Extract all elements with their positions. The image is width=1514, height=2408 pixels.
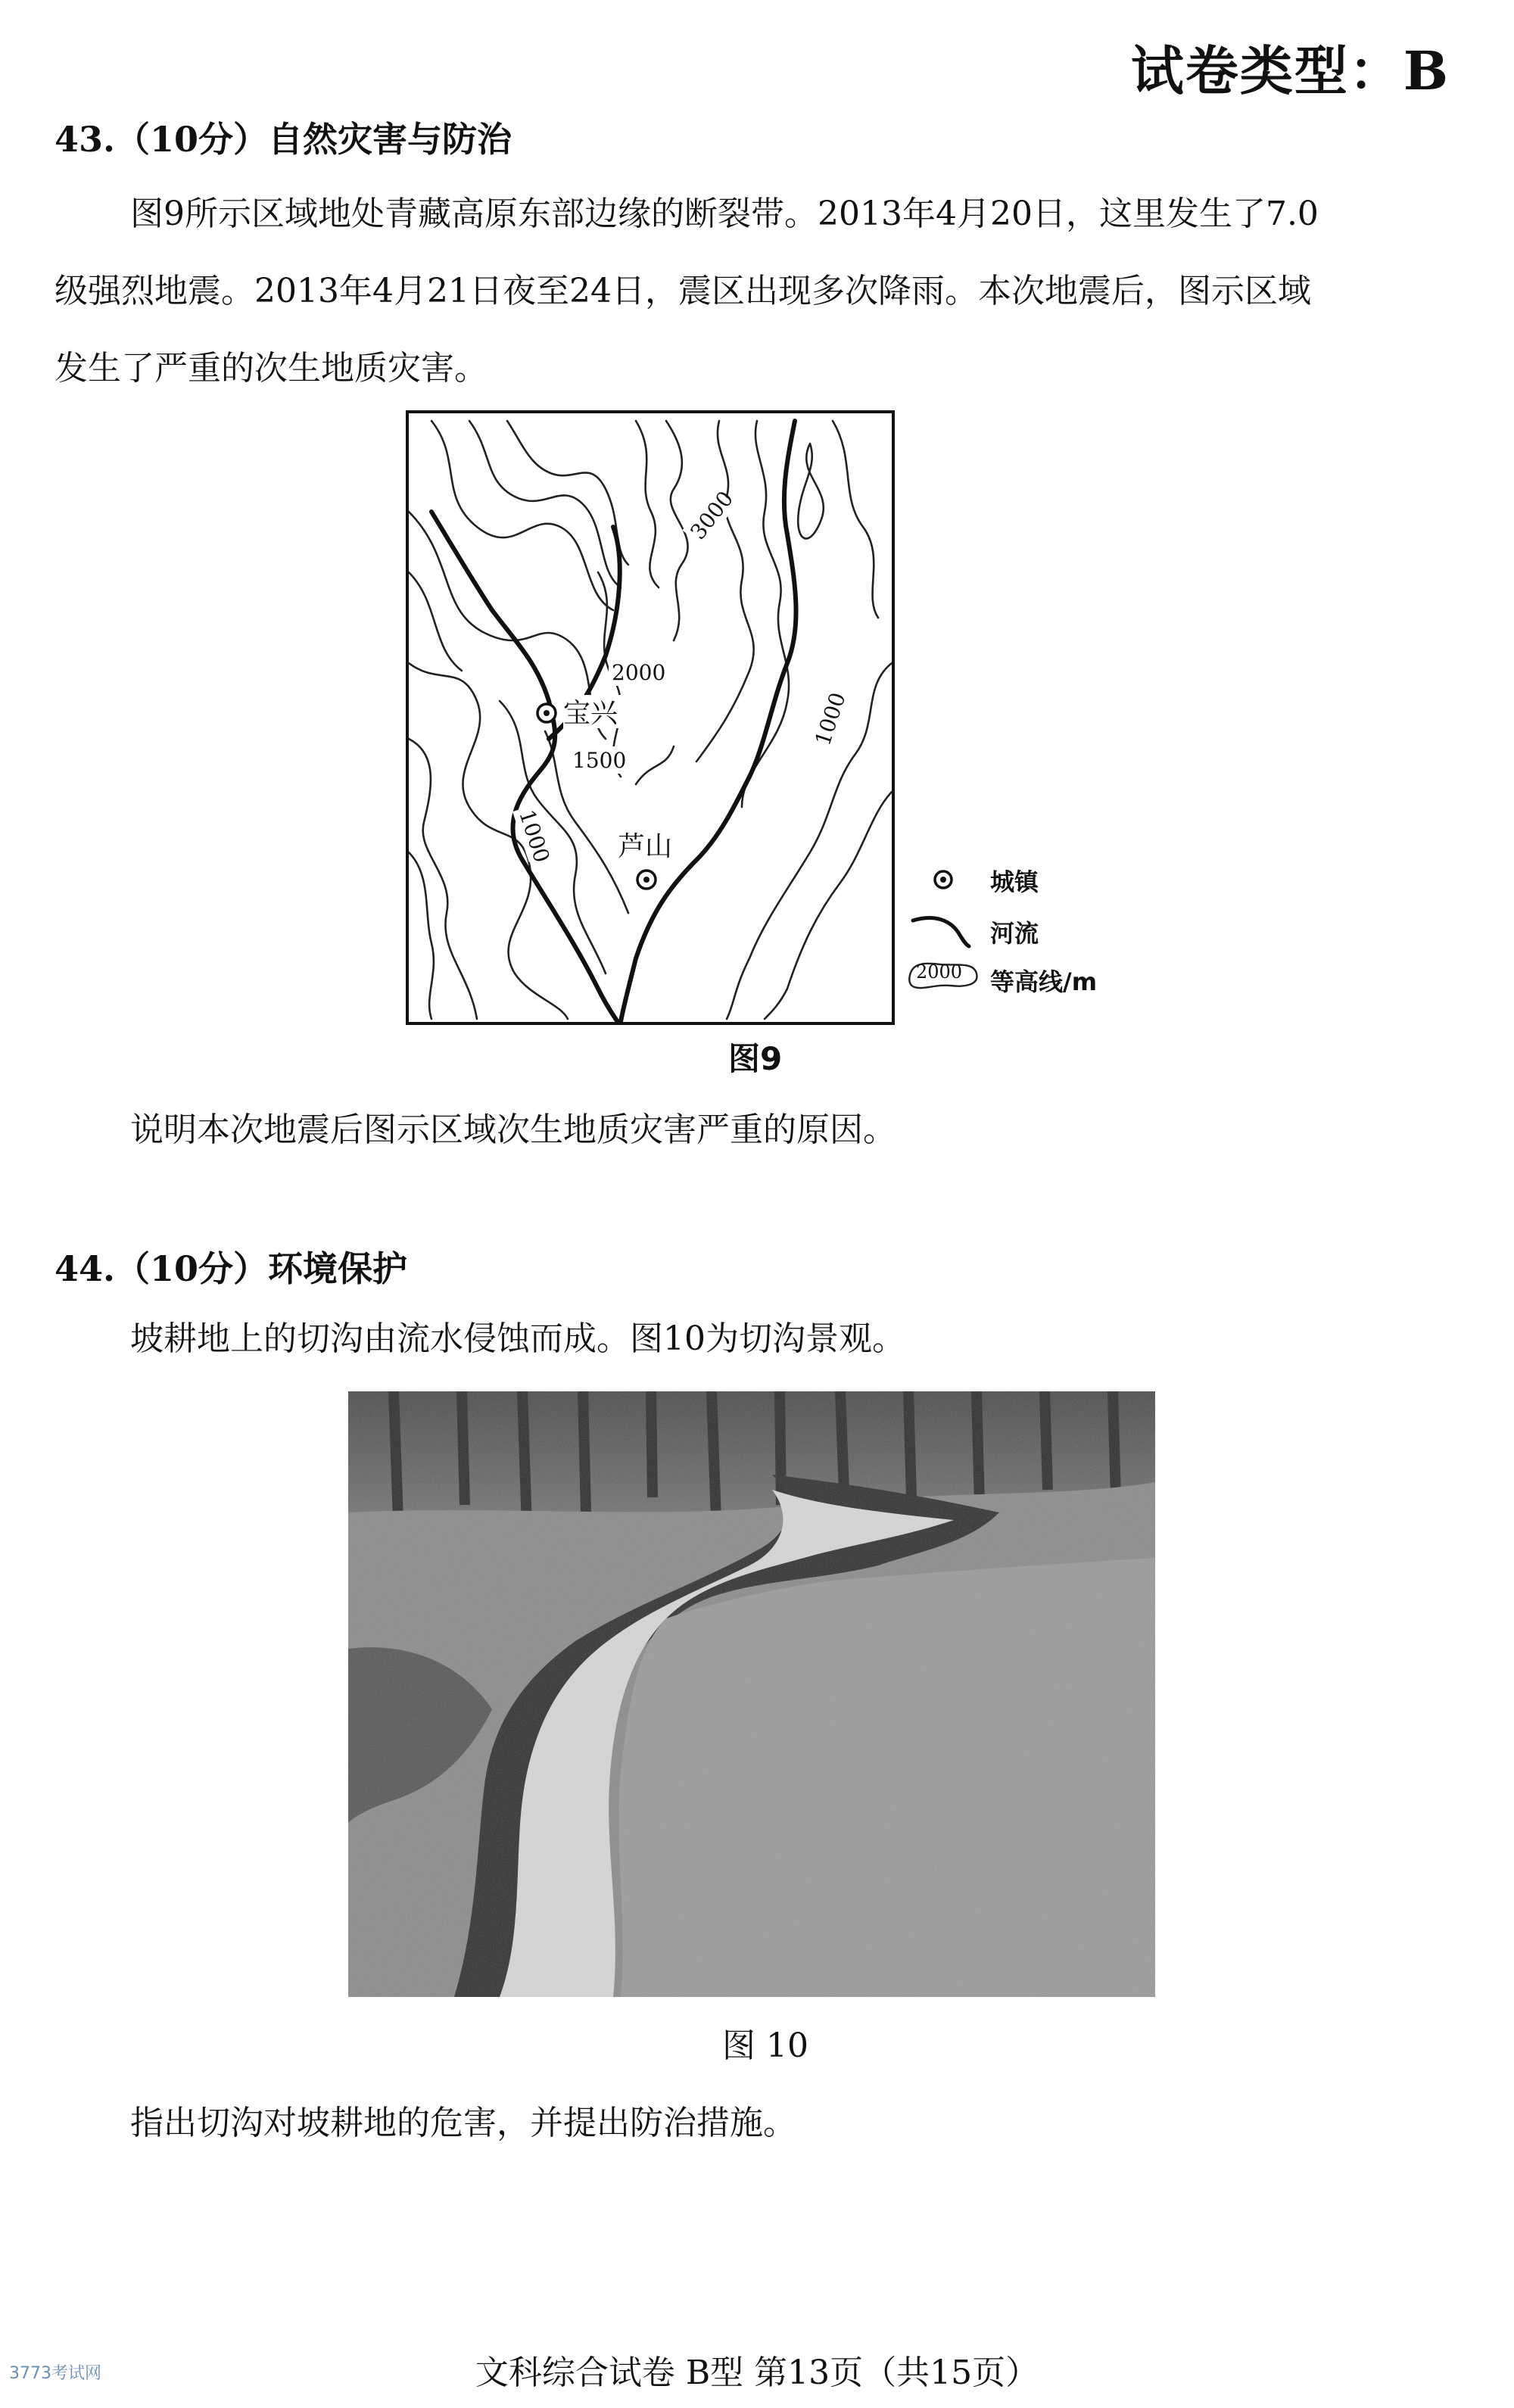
town-lushan-label: 芦山: [618, 831, 673, 862]
contour-line: [742, 421, 789, 807]
legend-river-label: 河流: [990, 919, 1039, 948]
contour-line: [431, 421, 613, 610]
figure-10-caption: 图 10: [722, 2026, 808, 2065]
legend-contour-label: 等高线/m: [990, 967, 1098, 996]
contour-line: [469, 421, 621, 587]
question-44-intro: 坡耕地上的切沟由流水侵蚀而成。图10为切沟景观。: [130, 1319, 905, 1358]
contour-line: [765, 792, 892, 1019]
question-43-intro-line-1: 图9所示区域地处青藏高原东部边缘的断裂带。2013年4月20日，这里发生了7.0: [130, 195, 1319, 233]
question-44-title: 44.（10分）环境保护: [55, 1248, 408, 1289]
watermark-logo: 3773考试网: [9, 2364, 101, 2383]
contour-line: [696, 421, 754, 762]
page-footer: 文科综合试卷 B型 第13页（共15页）: [475, 2353, 1039, 2392]
legend-contour-sample: 2000: [916, 961, 963, 983]
gully-photo-svg: [348, 1391, 1155, 1997]
contour-label-2000: 2000: [612, 660, 666, 685]
town-lushan-marker: [637, 871, 656, 889]
question-43-title: 43.（10分）自然灾害与防治: [55, 119, 512, 160]
figure-9-map: [406, 410, 895, 1025]
legend-contour-icon: [905, 952, 981, 998]
question-43-prompt: 说明本次地震后图示区域次生地质灾害严重的原因。: [130, 1111, 896, 1149]
contour-label-3000: 3000: [685, 486, 739, 544]
contour-line: [409, 739, 477, 1019]
contour-line: [507, 421, 628, 565]
legend-river-icon: [910, 907, 975, 949]
legend-town-icon: [928, 864, 958, 895]
question-44-prompt: 指出切沟对坡耕地的危害，并提出防治措施。: [130, 2104, 796, 2142]
paper-type-label: 试卷类型：B: [1130, 39, 1450, 102]
question-43-intro-line-3: 发生了严重的次生地质灾害。: [55, 349, 488, 388]
legend-town-label: 城镇: [990, 868, 1039, 896]
contour-label-1000-right: 1000: [810, 689, 851, 749]
contour-line: [409, 572, 462, 671]
figure-9-legend: [905, 854, 1178, 1005]
contour-line: [727, 663, 892, 1019]
contour-line: [833, 421, 878, 618]
contour-label-1000-left: 1000: [514, 806, 555, 866]
contour-label-1500: 1500: [572, 748, 627, 773]
contour-map-svg: [409, 413, 892, 1022]
figure-9-caption: 图9: [728, 1040, 783, 1077]
question-43-intro-line-2: 级强烈地震。2013年4月21日夜至24日，震区出现多次降雨。本次地震后，图示区域: [55, 272, 1311, 310]
figure-10-gully-photo: [348, 1391, 1155, 1997]
contour-line: [798, 444, 824, 538]
town-baoxing-marker: [537, 704, 556, 722]
contour-line: [636, 746, 674, 784]
town-baoxing-label: 宝兴: [563, 698, 618, 729]
contour-line: [409, 852, 434, 1019]
contour-line: [636, 421, 659, 587]
